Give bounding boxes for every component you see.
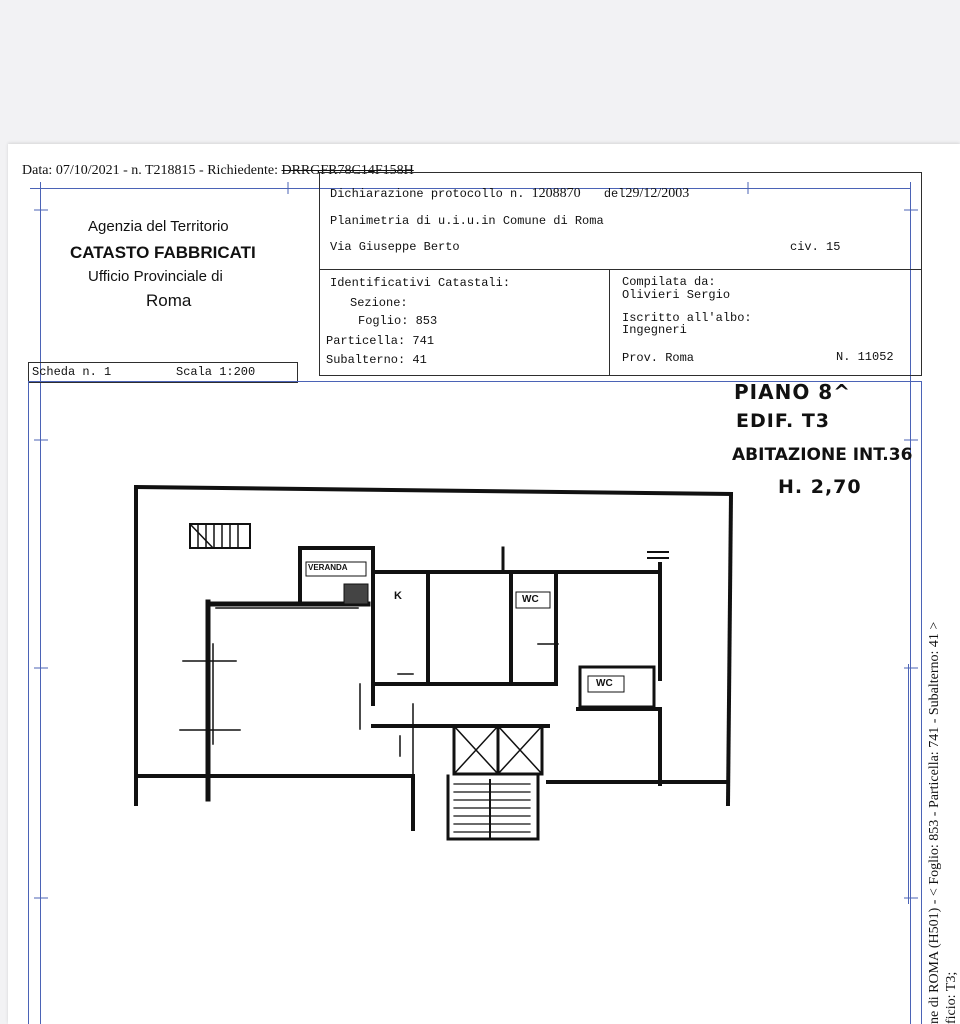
address-line: Via Giuseppe Berto [330, 240, 460, 254]
agency-city: Roma [146, 291, 192, 310]
handwritten-unit: ABITAZIONE INT.36 [732, 445, 913, 465]
protocol-number: 1208870 [531, 186, 581, 201]
side-reference-text [926, 622, 960, 1024]
register-value: Ingegneri [622, 323, 687, 337]
room-label-wc-2: WC [596, 678, 613, 689]
floor-plan-drawing [8, 144, 960, 1024]
plan-description: Planimetria di u.i.u.in Comune di Roma [330, 214, 604, 228]
register-number: N. 11052 [836, 350, 894, 364]
request-data-prefix: Data: 07/10/2021 - n. T218815 - Richiedente: [22, 163, 282, 178]
date-label: del [603, 187, 626, 201]
handwritten-height: H. 2,70 [778, 476, 862, 498]
room-label-veranda: VERANDA [308, 563, 348, 572]
identifier-subalterno: Subalterno: 41 [326, 353, 427, 367]
protocol-label: Dichiarazione protocollo n. [330, 187, 525, 201]
identifiers-title: Identificativi Catastali: [330, 276, 511, 290]
handwritten-building: EDIF. T3 [736, 410, 831, 432]
civic-number: civ. 15 [790, 240, 841, 254]
agency-office: Ufficio Provinciale di [88, 268, 223, 285]
room-label-wc-1: WC [522, 594, 539, 605]
scheda-number: Scheda n. 1 [32, 365, 112, 379]
requester-code: DRRGFR78C14F158H [281, 163, 414, 178]
scale: Scala 1:200 [176, 365, 256, 379]
protocol-date: 29/12/2003 [625, 186, 690, 201]
province: Prov. Roma [622, 351, 695, 365]
agency-catasto: CATASTO FABBRICATI [70, 243, 256, 262]
identifier-sezione: Sezione: [350, 296, 408, 310]
handwritten-floor: PIANO 8^ [734, 380, 851, 404]
identifier-foglio: Foglio: 853 [358, 314, 438, 328]
side-reference-line-2: ficio: T3; [944, 971, 959, 1024]
viewer-top-area [0, 0, 960, 144]
agency-title: Agenzia del Territorio [88, 218, 229, 235]
compiled-by-label: Compilata da: [622, 275, 716, 289]
register-label: Iscritto all'albo: [622, 311, 752, 325]
side-reference-line-1: ne di ROMA (H501) - < Foglio: 853 - Particella: 741 - Subalterno: 41 > [927, 621, 942, 1024]
compiler-name: Olivieri Sergio [622, 288, 731, 302]
identifier-particella: Particella: 741 [326, 334, 435, 348]
cadastral-document-page [8, 144, 960, 1024]
room-label-kitchen: K [394, 590, 402, 602]
